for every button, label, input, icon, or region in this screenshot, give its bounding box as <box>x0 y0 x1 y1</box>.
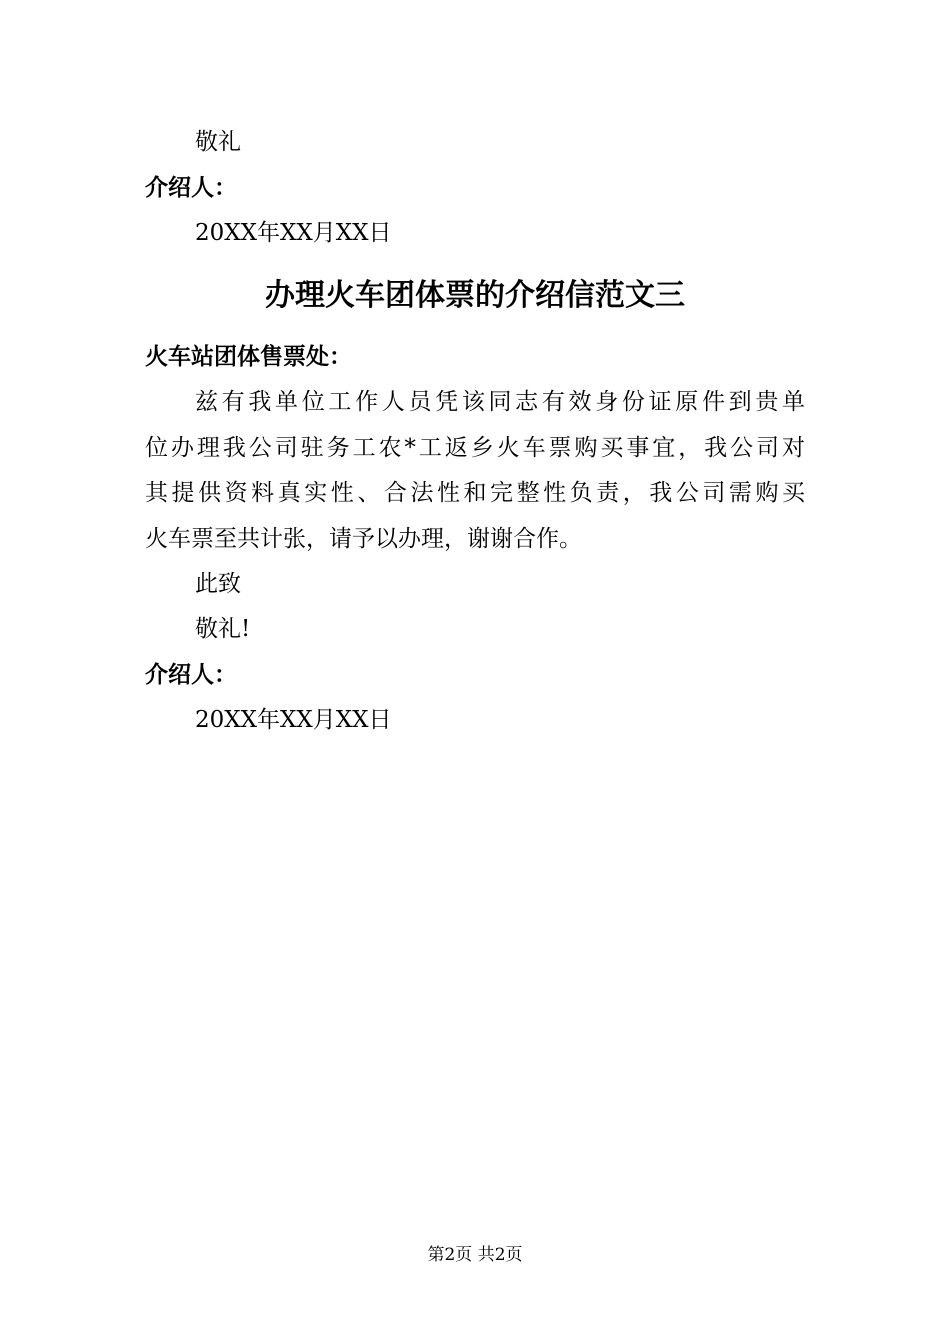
body-line: 位办理我公司驻务工农*工返乡火车票购买事宜，我公司对 <box>145 435 805 461</box>
date-text: 20XX年XX月XX日 <box>195 707 392 733</box>
introducer-label: 介绍人： <box>145 662 237 688</box>
page-number: 第2页 共2页 <box>427 1245 523 1265</box>
introducer-label: 介绍人： <box>145 175 237 201</box>
closing-regards: 敬礼! <box>195 616 251 642</box>
closing-salutation: 此致 <box>195 571 241 597</box>
letter-title: 办理火车团体票的介绍信范文三 <box>265 278 685 313</box>
body-line: 兹有我单位工作人员凭该同志有效身份证原件到贵单 <box>195 389 805 415</box>
regards-text: 敬礼 <box>195 129 241 155</box>
body-line: 其提供资料真实性、合法性和完整性负责，我公司需购买 <box>145 480 805 506</box>
recipient-line: 火车站团体售票处： <box>145 344 352 370</box>
body-line: 火车票至共计张，请予以办理，谢谢合作。 <box>145 526 582 552</box>
date-text: 20XX年XX月XX日 <box>195 220 392 246</box>
